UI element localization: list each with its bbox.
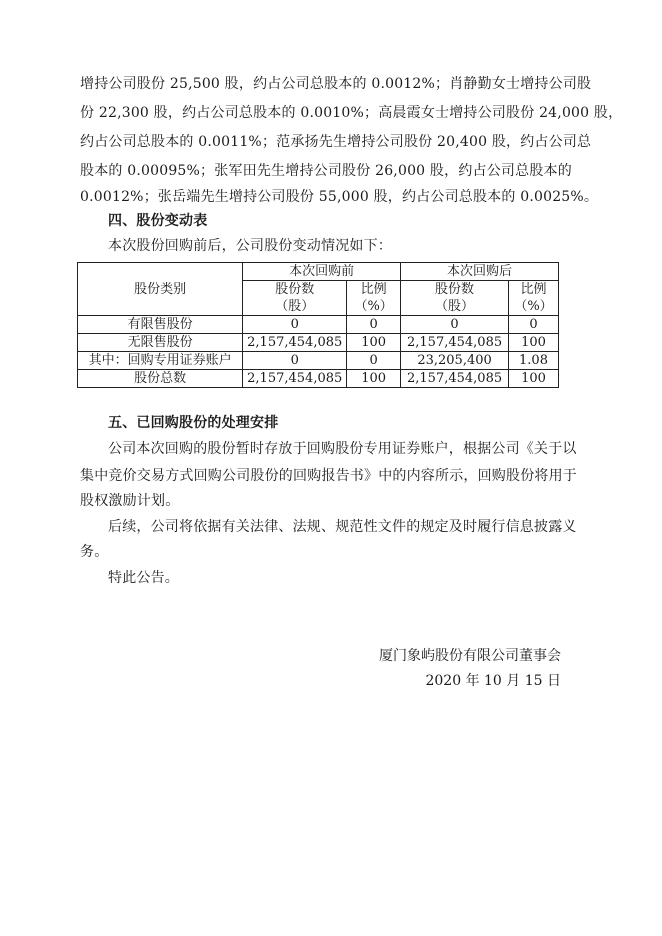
shares-label: 股份数 — [275, 282, 315, 297]
section5-heading: 五、已回购股份的处理安排 — [108, 415, 279, 431]
cell-category: 股份总数 — [78, 370, 243, 388]
header-category: 股份类别 — [78, 263, 243, 316]
header-before-ratio — [347, 281, 401, 316]
section5-para1-line3: 股权激励计划。 — [80, 493, 180, 509]
cell-category: 有限售股份 — [78, 316, 243, 334]
table-row — [78, 334, 559, 352]
section5-para1-line2: 集中竞价交易方式回购公司股份的回购报告书》中的内容所示，回购股份将用于 — [80, 468, 577, 484]
header-before: 本次回购前 — [243, 263, 401, 281]
signature-company: 厦门象屿股份有限公司董事会 — [379, 648, 561, 664]
cell-before-ratio: 0 — [347, 352, 401, 370]
header-after-shares — [401, 281, 509, 316]
intro-line-4: 股本的 0.00095%；张军田先生增持公司股份 26,000 股，约占公司总股本的 — [80, 163, 572, 179]
table-row — [78, 352, 559, 370]
cell-after-shares: 0 — [401, 316, 509, 334]
cell-after-shares: 23,205,400 — [401, 352, 509, 370]
ratio-label: 比例 — [360, 282, 387, 297]
header-after-ratio — [509, 281, 559, 316]
cell-before-shares: 2,157,454,085 — [243, 334, 347, 352]
shares-unit: （股） — [275, 299, 315, 314]
cell-before-ratio: 100 — [347, 334, 401, 352]
section4-intro: 本次股份回购前后，公司股份变动情况如下： — [108, 238, 392, 254]
intro-line-2: 份 22,300 股，约占公司总股本的 0.0010%；高晨霞女士增持公司股份 24,000 股， — [80, 105, 623, 121]
closing-text: 特此公告。 — [108, 570, 179, 586]
shares-unit: （股） — [435, 299, 475, 314]
cell-before-ratio: 100 — [347, 370, 401, 388]
intro-line-3: 约占公司总股本的 0.0011%；范承扬先生增持公司股份 20,400 股，约占公司总 — [80, 134, 592, 150]
cell-after-ratio: 1.08 — [509, 352, 559, 370]
cell-before-shares: 0 — [243, 316, 347, 334]
share-change-table — [77, 262, 559, 388]
section5-para2-line1: 后续，公司将依据有关法律、法规、规范性文件的规定及时履行信息披露义 — [108, 519, 577, 535]
intro-line-1: 增持公司股份 25,500 股，约占公司总股本的 0.0012%；肖静勤女士增持公司股 — [80, 76, 592, 92]
intro-line-5: 0.0012%；张岳端先生增持公司股份 55,000 股，约占公司总股本的 0.0025%。 — [80, 189, 599, 205]
shares-label: 股份数 — [435, 282, 475, 297]
header-before-shares — [243, 281, 347, 316]
cell-before-shares: 0 — [243, 352, 347, 370]
section4-heading: 四、股份变动表 — [108, 213, 208, 229]
cell-before-shares: 2,157,454,085 — [243, 370, 347, 388]
signature-date: 2020 年 10 月 15 日 — [425, 673, 561, 689]
section5-para2-line2: 务。 — [80, 544, 109, 560]
ratio-unit: （%） — [354, 299, 393, 314]
ratio-label: 比例 — [520, 282, 547, 297]
cell-after-shares: 2,157,454,085 — [401, 370, 509, 388]
cell-after-ratio: 100 — [509, 370, 559, 388]
table-row — [78, 316, 559, 334]
ratio-unit: （%） — [514, 299, 553, 314]
cell-category: 无限售股份 — [78, 334, 243, 352]
cell-after-ratio: 100 — [509, 334, 559, 352]
cell-after-ratio: 0 — [509, 316, 559, 334]
section5-para1-line1: 公司本次回购的股份暂时存放于回购股份专用证券账户，根据公司《关于以 — [108, 441, 577, 457]
cell-category: 其中：回购专用证券账户 — [78, 352, 243, 370]
cell-after-shares: 2,157,454,085 — [401, 334, 509, 352]
header-after: 本次回购后 — [401, 263, 559, 281]
cell-before-ratio: 0 — [347, 316, 401, 334]
table-row — [78, 370, 559, 388]
